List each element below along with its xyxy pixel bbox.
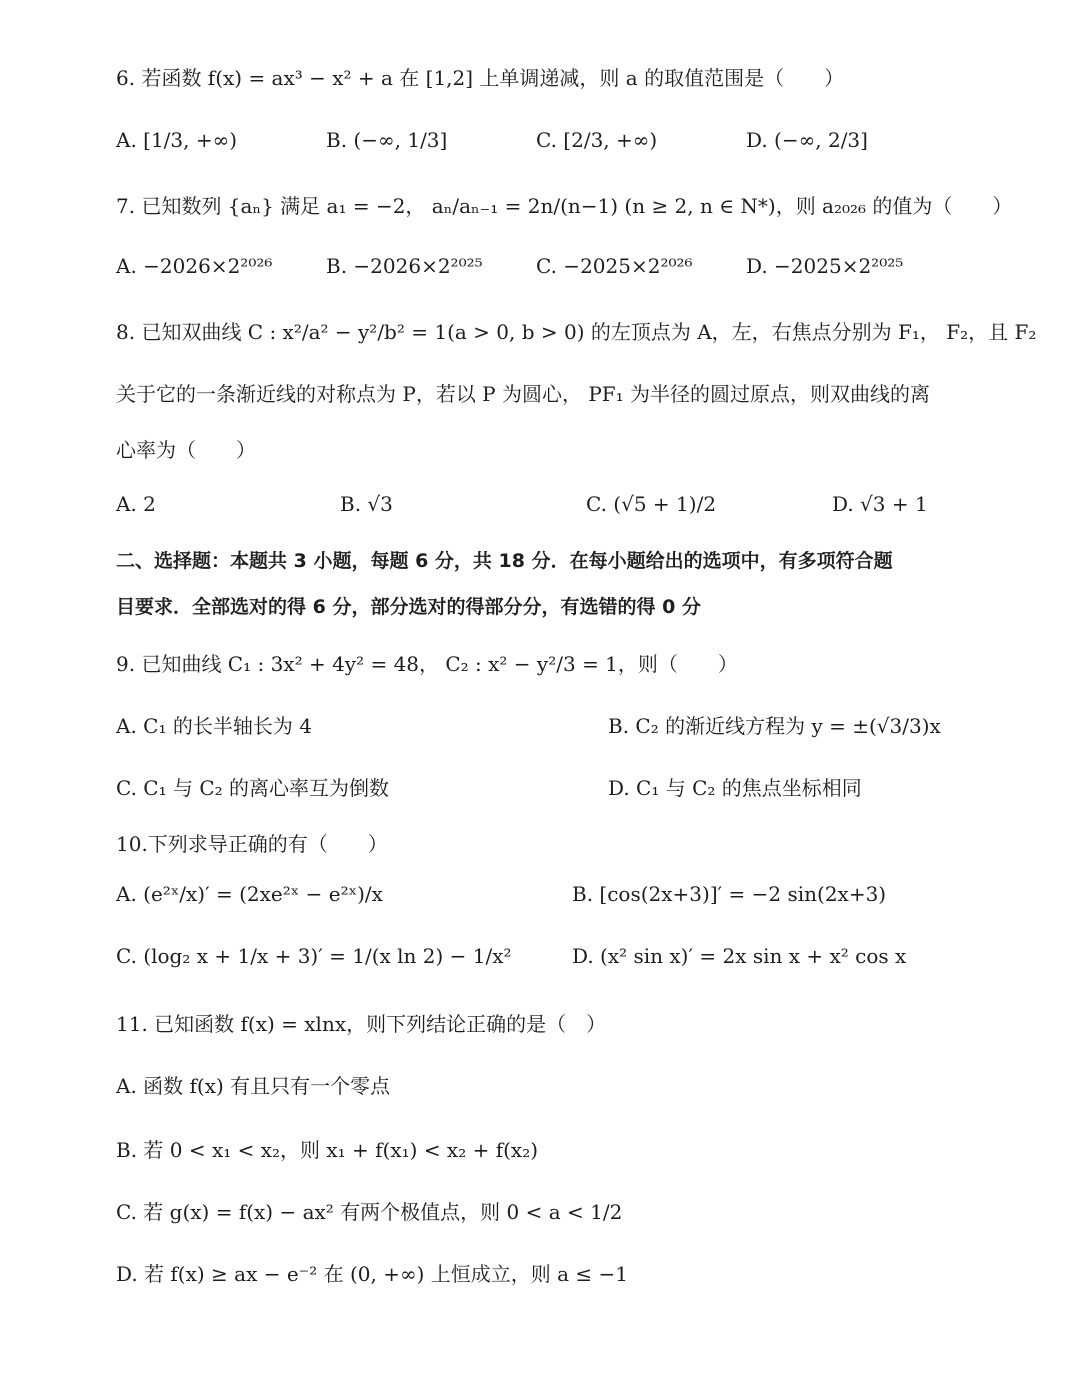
question-11-option-c: C. 若 g(x) = f(x) − ax² 有两个极值点，则 0 < a < 1/2 <box>116 1200 623 1224</box>
question-8-stem-line-3: 心率为（ ） <box>116 438 256 462</box>
question-7-option-d: D. −2025×2²⁰²⁵ <box>746 254 904 278</box>
question-7-option-b: B. −2026×2²⁰²⁵ <box>326 254 483 278</box>
question-6-stem: 6. 若函数 f(x) = ax³ − x² + a 在 [1,2] 上单调递减，则 a 的取值范围是（ ） <box>116 66 845 90</box>
question-8-option-b: B. √3 <box>340 492 393 516</box>
question-6-option-b: B. (−∞, 1/3] <box>326 128 448 152</box>
question-9-option-b: B. C₂ 的渐近线方程为 y = ±(√3/3)x <box>608 714 941 738</box>
question-10-option-c: C. (log₂ x + 1/x + 3)′ = 1/(x ln 2) − 1/x² <box>116 944 512 968</box>
question-10-option-d: D. (x² sin x)′ = 2x sin x + x² cos x <box>572 944 907 968</box>
question-6-option-d: D. (−∞, 2/3] <box>746 128 868 152</box>
question-8-option-a: A. 2 <box>116 492 156 516</box>
question-8-option-d: D. √3 + 1 <box>832 492 928 516</box>
question-11-option-d: D. 若 f(x) ≥ ax − e⁻² 在 (0, +∞) 上恒成立，则 a ≤ −1 <box>116 1262 629 1286</box>
question-9-option-a: A. C₁ 的长半轴长为 4 <box>116 714 312 738</box>
question-6-option-c: C. [2/3, +∞) <box>536 128 658 152</box>
question-11-option-a: A. 函数 f(x) 有且只有一个零点 <box>116 1074 391 1098</box>
question-11-option-b: B. 若 0 < x₁ < x₂，则 x₁ + f(x₁) < x₂ + f(x₂) <box>116 1138 539 1162</box>
question-8-stem-line-2: 关于它的一条渐近线的对称点为 P，若以 P 为圆心， PF₁ 为半径的圆过原点，则双曲线的离 <box>116 382 931 406</box>
question-6-option-a: A. [1/3, +∞) <box>116 128 238 152</box>
section-header-line-2: 目要求．全部选对的得 6 分，部分选对的得部分分，有选错的得 0 分 <box>116 596 701 618</box>
question-10-option-b: B. [cos(2x+3)]′ = −2 sin(2x+3) <box>572 882 887 906</box>
question-7-stem: 7. 已知数列 {aₙ} 满足 a₁ = −2， aₙ/aₙ₋₁ = 2n/(n−1) (n ≥ 2, n ∈ N*)，则 a₂₀₂₆ 的值为（ ） <box>116 194 1013 218</box>
question-10-option-a: A. (e²ˣ/x)′ = (2xe²ˣ − e²ˣ)/x <box>116 882 383 906</box>
question-8-option-c: C. (√5 + 1)/2 <box>586 492 717 516</box>
question-11-stem: 11. 已知函数 f(x) = xlnx，则下列结论正确的是（ ） <box>116 1012 607 1036</box>
question-9-option-c: C. C₁ 与 C₂ 的离心率互为倒数 <box>116 776 390 800</box>
question-10-stem: 10.下列求导正确的有（ ） <box>116 832 388 856</box>
section-header-line-1: 二、选择题：本题共 3 小题，每题 6 分，共 18 分．在每小题给出的选项中，有多项符合题 <box>116 550 893 572</box>
question-9-option-d: D. C₁ 与 C₂ 的焦点坐标相同 <box>608 776 862 800</box>
question-9-stem: 9. 已知曲线 C₁ : 3x² + 4y² = 48， C₂ : x² − y²/3 = 1，则（ ） <box>116 652 738 676</box>
question-7-option-c: C. −2025×2²⁰²⁶ <box>536 254 693 278</box>
question-7-option-a: A. −2026×2²⁰²⁶ <box>116 254 273 278</box>
question-8-stem-line-1: 8. 已知双曲线 C : x²/a² − y²/b² = 1(a > 0, b > 0) 的左顶点为 A，左，右焦点分别为 F₁， F₂，且 F₂ <box>116 320 1037 344</box>
